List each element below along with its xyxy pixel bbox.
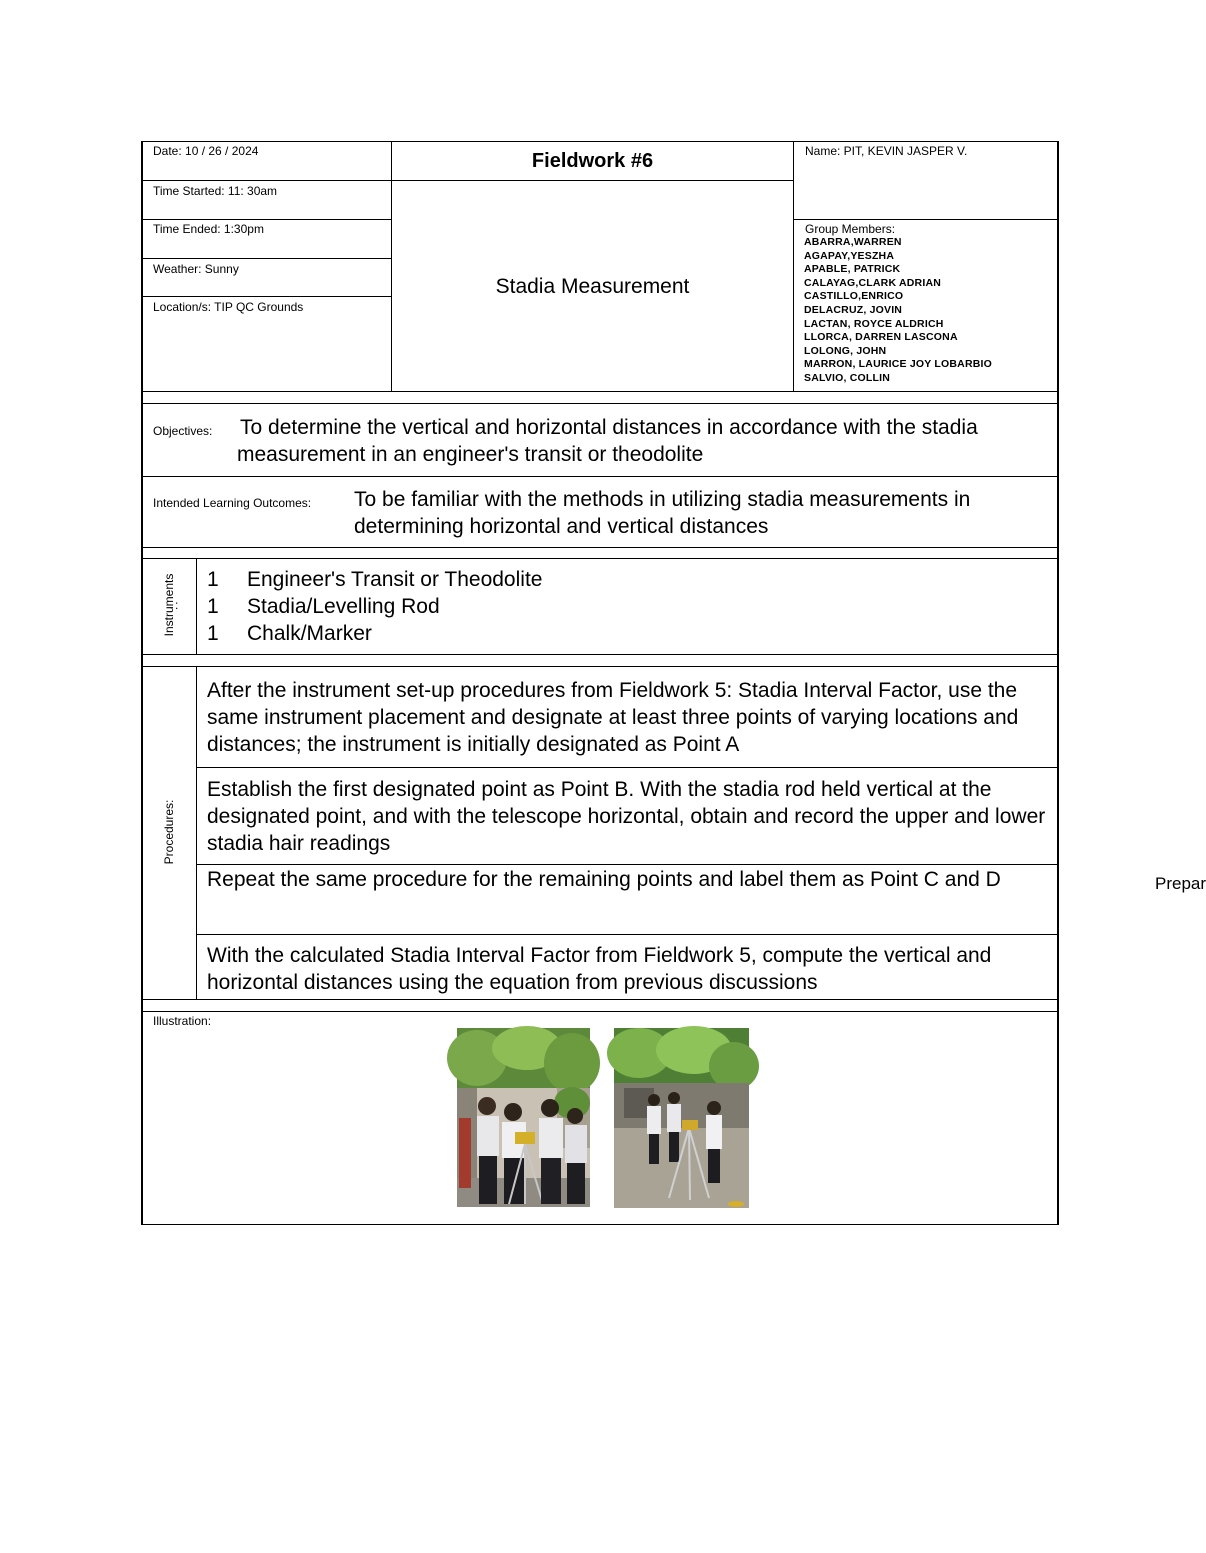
row-line [141,258,391,259]
list-item [207,620,542,647]
list-item: ABARRA,WARREN [804,236,902,248]
table-border-bottom [141,1224,1059,1225]
list-item: LOLONG, JOHN [804,344,887,357]
row-line [196,767,1058,768]
list-item: LLORCA, DARREN LASCONA [804,331,958,344]
weather-field: Weather: Sunny [153,262,239,276]
list-item: APABLE, PATRICK [804,263,901,276]
table-border-right [1057,141,1059,1225]
margin-text-prepared: Prepar [1155,874,1206,893]
student-name: Name: PIT, KEVIN JASPER V. [805,144,968,158]
header-divider-2 [793,141,794,392]
list-item: SALVIO, COLLIN [804,371,891,384]
objectives-text: To determine the vertical and horizontal distances in accordance with the stadia measurement in an engineer's transit or theodolite [237,416,978,466]
row-line [196,934,1058,935]
item-name: Chalk/Marker [247,622,372,645]
row-line [141,666,1059,667]
row-line [196,864,1058,865]
fieldwork-subtitle: Stadia Measurement [495,275,690,298]
list-item: AGAPAY,YESZHA [804,249,895,262]
row-line [141,558,1059,559]
procedures-label-text: Procedures: [162,799,176,865]
row-line [141,476,1059,477]
row-line [391,180,793,181]
procedure-step-1: After the instrument set-up procedures from Fieldwork 5: Stadia Interval Factor, use the same instrument placement and designate at least three points of varying locations and distances; the instrument is initially designated as Point A [207,679,1019,756]
row-line [141,654,1059,655]
table-border-left [141,141,143,1225]
objectives-label: Objectives: [153,424,213,438]
list-item: MARRON, LAURICE JOY LOBARBIO [804,358,992,371]
item-qty: 1 [207,595,219,618]
procedure-step-4: With the calculated Stadia Interval Factor from Fieldwork 5, compute the vertical and horizontal distances using the equation from previous discussions [207,944,992,994]
list-item: LACTAN, ROYCE ALDRICH [804,317,944,330]
table-border-top [141,141,1059,142]
row-line [141,296,391,297]
instruments-colon: : [175,598,179,612]
fieldwork-photo-2-image [614,1028,749,1208]
row-line [141,1011,1059,1012]
ilo-text: To be familiar with the methods in utilizing stadia measurements in determining horizontal and vertical distances [354,488,971,538]
row-line [141,547,1059,548]
item-qty: 1 [207,622,219,645]
list-item: CASTILLO,ENRICO [804,290,904,303]
item-name: Stadia/Levelling Rod [247,595,440,618]
row-line [141,391,1059,392]
col-line [196,666,197,1000]
time-started-field: Time Started: 11: 30am [153,184,278,198]
list-item: CALAYAG,CLARK ADRIAN [804,276,942,289]
item-qty: 1 [207,568,219,591]
time-ended-field: Time Ended: 1:30pm [153,222,264,236]
fieldwork-photo-1 [457,1028,590,1207]
fieldwork-photo-1-image [457,1028,590,1207]
col-line [196,558,197,654]
illustration-label: Illustration: [153,1014,212,1028]
header-divider-1 [391,141,392,392]
row-line [141,180,391,181]
date-field: Date: 10 / 26 / 2024 [153,144,259,158]
group-members-list [804,236,992,386]
ilo-label: Intended Learning Outcomes: [153,496,312,510]
instruments-list [207,566,542,647]
row-line [141,219,391,220]
row-line [141,999,1059,1000]
list-item [207,593,542,620]
procedure-step-2: Establish the first designated point as Point B. With the stadia rod held vertical at the designated point, and with the telescope horizontal, obtain and record the upper and lower stadia hair readings [207,778,1046,855]
procedure-step-3: Repeat the same procedure for the remaining points and label them as Point C and D [207,868,1001,891]
fieldwork-photo-2 [614,1028,749,1208]
location-field: Location/s: TIP QC Grounds [153,300,304,314]
item-name: Engineer's Transit or Theodolite [247,568,543,591]
instruments-label-text: Instruments [162,573,176,637]
row-line [141,403,1059,404]
list-item [207,566,542,593]
list-item: DELACRUZ, JOVIN [804,303,903,316]
row-line [793,219,1058,220]
fieldwork-title: Fieldwork #6 [531,150,654,172]
group-members-label: Group Members: [805,222,896,236]
